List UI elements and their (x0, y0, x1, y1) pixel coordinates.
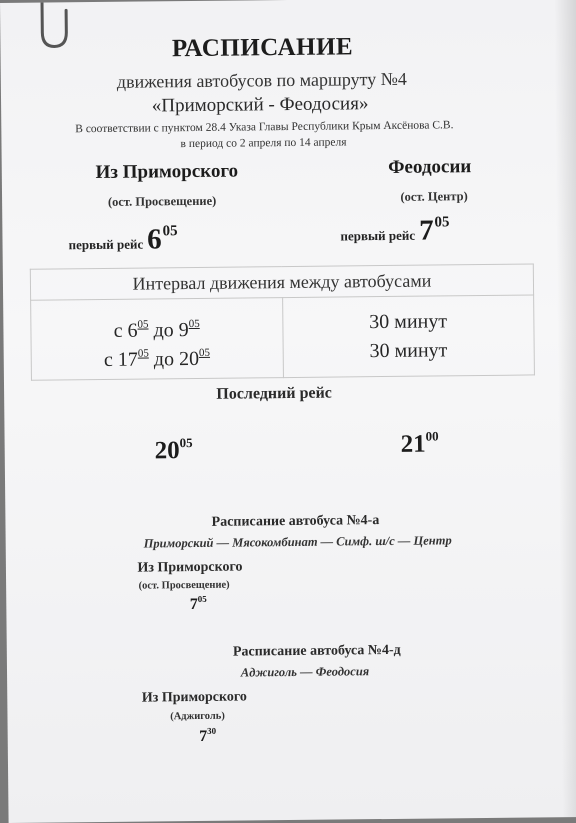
bus-4d-heading: Расписание автобуса №4-д (232, 642, 401, 660)
bus-4a-route: Приморский — Мясокомбинат — Симф. ш/с — Центр (143, 533, 452, 551)
bus-4d-stop: (Аджиголь) (170, 710, 225, 723)
first-trip-time: $6^{05}$ (147, 223, 178, 256)
bus-4d-origin: Из Приморского (141, 689, 247, 706)
validity-period: в период со 2 апреля по 14 апреля (180, 136, 347, 151)
route-name: «Приморский - Феодосия» (151, 93, 369, 117)
interval-ranges-cell (31, 298, 283, 381)
interval-table-header: Интервал движения между автобусами (30, 264, 533, 300)
left-origin-stop: (ост. Просвещение) (107, 193, 217, 209)
left-origin-heading: Из Приморского (95, 160, 239, 184)
page-subtitle: движения автобусов по маршруту №4 (116, 68, 407, 92)
last-trip-right-time: $21^{00}$ (400, 428, 439, 458)
interval-range-row: с $17^{05}$ до $20^{05}$ (103, 346, 211, 371)
right-first-trip (340, 214, 450, 248)
last-trip-heading: Последний рейс (216, 384, 332, 403)
right-origin-heading: Феодосии (388, 156, 472, 178)
interval-range-row: с $6^{05}$ до $9^{05}$ (113, 317, 200, 342)
page-edge-shadow (554, 0, 576, 817)
bus-4a-stop: (ост. Просвещение) (138, 579, 230, 592)
first-trip-label: первый рейс (340, 227, 416, 244)
interval-table (30, 263, 535, 380)
last-trip-left-time: $20^{05}$ (154, 435, 193, 465)
interval-value: 30 минут (369, 338, 448, 362)
paper-clip-icon (34, 2, 75, 54)
right-origin-stop: (ост. Центр) (400, 189, 468, 204)
first-trip-label: первый рейс (68, 236, 144, 253)
decree-note: В соответствии с пунктом 28.4 Указа Главы Республики Крым Аксёнова С.В. (75, 119, 454, 136)
interval-value: 30 минут (369, 309, 448, 333)
left-first-trip (68, 223, 178, 257)
interval-values-cell (282, 295, 534, 378)
bus-4a-heading: Расписание автобуса №4-а (211, 513, 380, 530)
bus-4d-route: Аджиголь — Феодосия (240, 664, 370, 680)
bus-4a-origin: Из Приморского (137, 559, 243, 576)
bus-4d-time: $7^{30}$ (199, 725, 217, 745)
page-title: РАСПИСАНИЕ (171, 33, 354, 63)
bus-4a-time: $7^{05}$ (189, 593, 207, 614)
first-trip-time: $7^{05}$ (418, 214, 450, 247)
